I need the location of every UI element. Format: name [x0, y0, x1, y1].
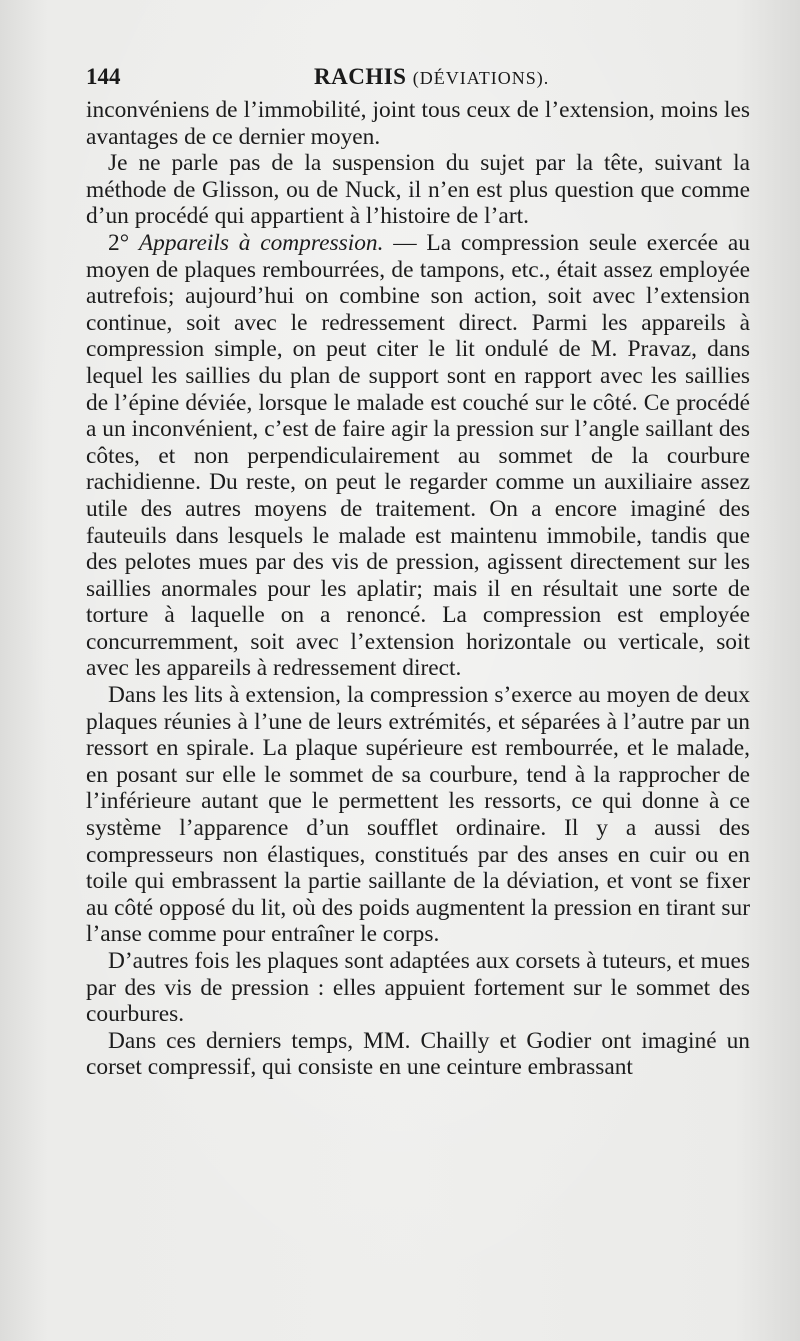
page-number: 144	[86, 64, 121, 89]
paragraph-text: D’autres fois les plaques sont adaptées aux corsets à tuteurs, et mues par des vis de pression : elles appuient fortement sur le sommet des courbures.	[86, 948, 750, 1028]
running-head-sub: (DÉVIATIONS).	[412, 68, 550, 88]
paragraph-text: Dans les lits à extension, la compression s’exerce au moyen de deux plaques réunies à l’une de leurs extrémités, et séparées à l’autre par un ressort en spirale. La plaque supérieure est rembourrée, et le malade, en posant sur elle le sommet de sa courbure, tend à la rapprocher de l’inférieure autant que le permettent les ressorts, ce qui donne à ce système l’apparence d’un soufflet ordinaire. Il y a aussi des compresseurs non élastiques, constitués par des anses en cuir ou en toile qui embrassent la partie saillante de la déviation, et vont se fixer au côté opposé du lit, où des poids augmentent la pression en tirant sur l’anse comme pour entraîner le corps.	[86, 682, 750, 948]
section-number: 2°	[108, 229, 139, 256]
paragraph-chailly-godier	[86, 1028, 750, 1081]
paragraph-corsets	[86, 948, 750, 1028]
running-head-main: RACHIS	[314, 64, 407, 89]
paragraph-compression-devices	[86, 230, 750, 682]
paragraph-continuation	[86, 97, 750, 150]
body-text	[86, 97, 750, 1081]
paragraph-text: — La compression seule exercée au moyen de plaques rembourrées, de tampons, etc., était assez employée autrefois; aujourd’hui on combine son action, soit avec l’extension continue, soit avec le redressement direct. Parmi les appareils à compression simple, on peut citer le lit ondulé de M. Pravaz, dans lequel les saillies du plan de support sont en rapport avec les saillies de l’épine déviée, lorsque le malade est couché sur le côté. Ce procédé a un inconvénient, c’est de faire agir la pression sur l’angle saillant des côtes, et non perpendiculairement au sommet de la courbure rachidienne. Du reste, on peut le regarder comme un auxiliaire assez utile des autres moyens de traitement. On a encore imaginé des fauteuils dans lesquels le malade est maintenu immobile, tandis que des pelotes mues par des vis de pression, agissent directement sur les saillies anormales pour les aplatir; mais il en résultait une sorte de torture à laquelle on a renoncé. La compression est employée concurremment, soit avec l’extension horizontale ou verticale, soit avec les appareils à redressement direct.	[86, 229, 750, 682]
paragraph-text: inconvéniens de l’immobilité, joint tous ceux de l’extension, moins les avantages de ce dernier moyen.	[86, 97, 750, 150]
page-header	[86, 64, 748, 94]
running-head	[314, 64, 549, 90]
paragraph-text: Je ne parle pas de la suspension du sujet par la tête, suivant la méthode de Glisson, ou de Nuck, il n’en est plus question que comme d’un procédé qui appartient à l’histoire de l’art.	[86, 150, 750, 230]
paragraph-suspension	[86, 150, 750, 230]
paragraph-text: Dans ces derniers temps, MM. Chailly et Godier ont imaginé un corset compressif, qui consiste en une ceinture embrassant	[86, 1027, 750, 1081]
section-heading: Appareils à compression.	[138, 229, 384, 256]
paragraph-extension-beds	[86, 682, 750, 948]
